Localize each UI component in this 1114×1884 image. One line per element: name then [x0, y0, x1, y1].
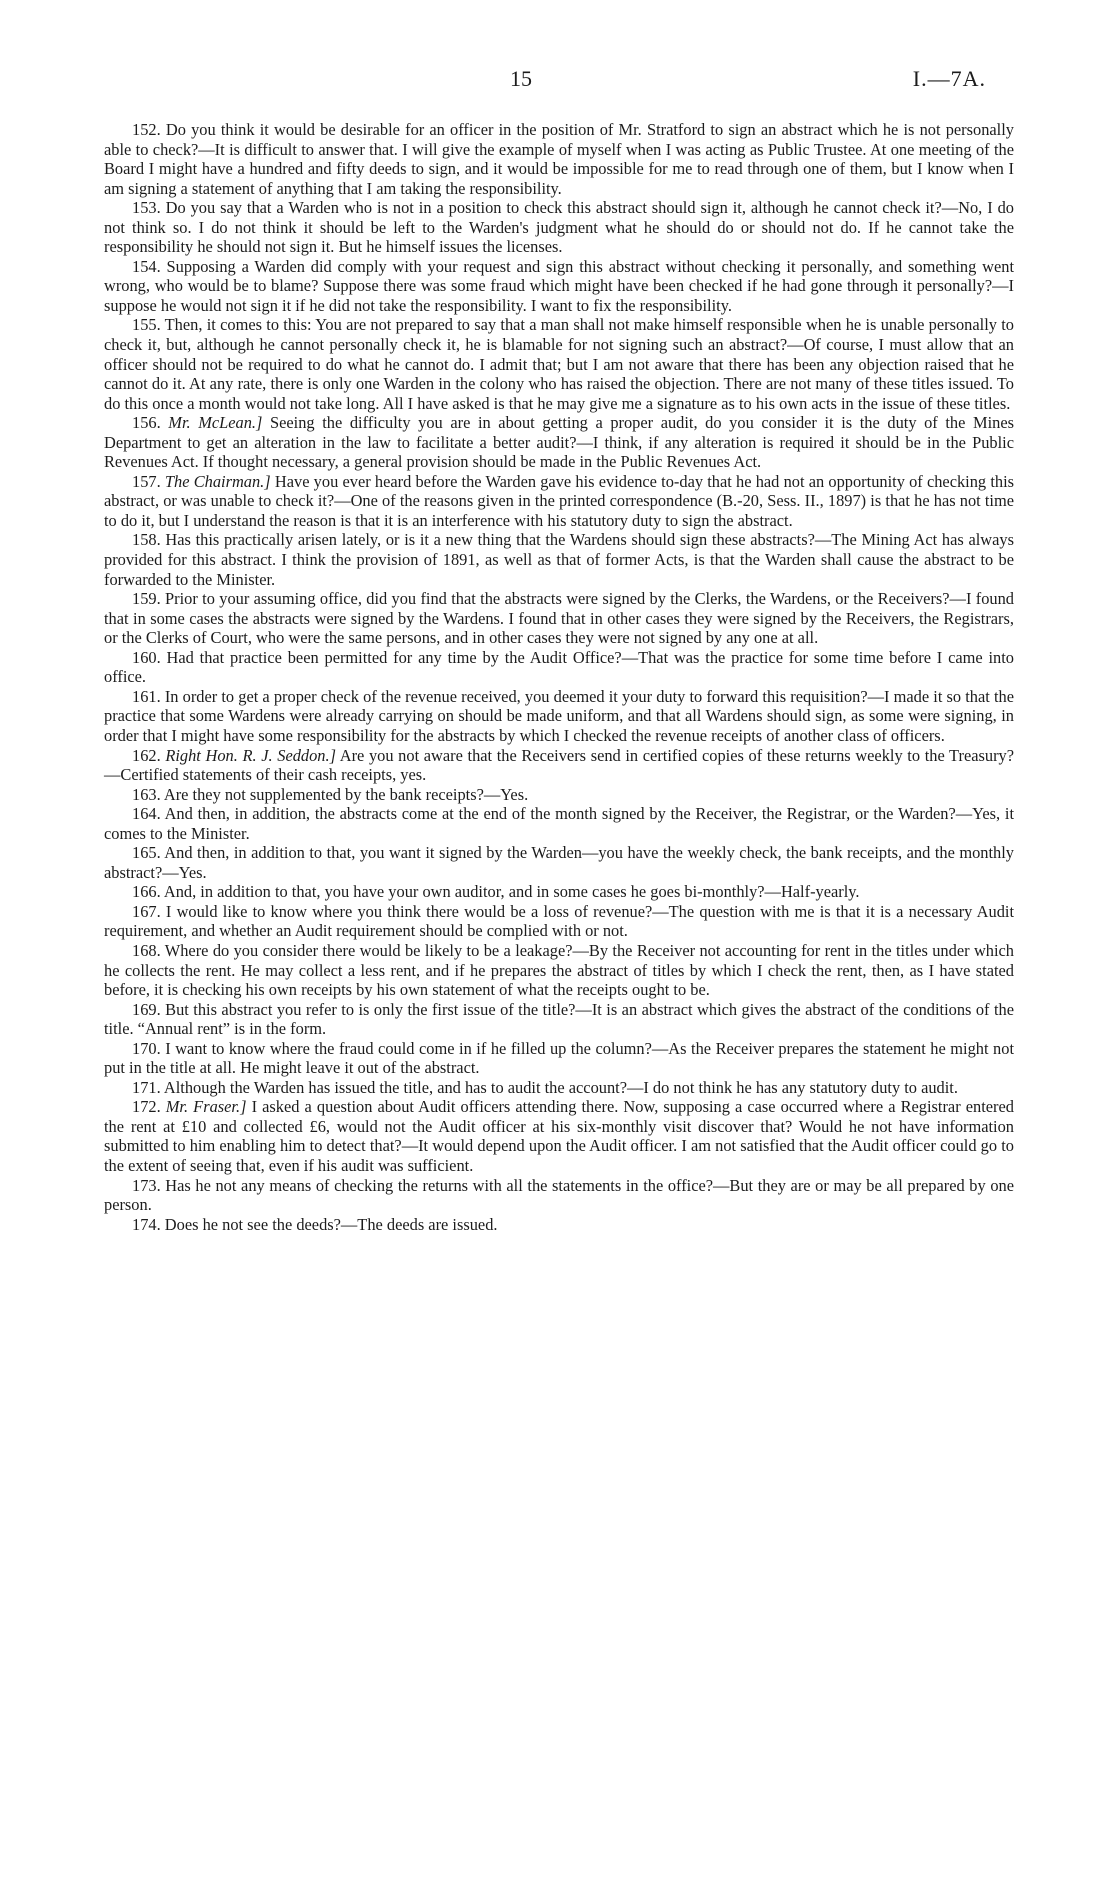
question-number: 172. [132, 1097, 161, 1117]
paragraph-165: 165. And then, in addition to that, you want it signed by the Warden—you have the weekly check, the bank receipts, and the monthly abstract?—Yes. [104, 843, 1014, 882]
question-number: 162. [132, 745, 161, 765]
paragraph-text: Are you not aware that the Receivers send in certified copies of these returns weekly to the Treasury?—Certified statements of their cash receipts, yes. [104, 745, 1015, 785]
paragraph-text: Have you ever heard before the Warden gave his evidence to-day that he had not an opportunity of checking this abstract, or was unable to check it?—One of the reasons given in the printed correspondence (B.-20, Sess. II., 1897) is that he has not time to do it, but I understand the reason is that it is an interference with his statutory duty to sign the abstract. [104, 471, 1014, 530]
paragraph-160: 160. Had that practice been permitted for any time by the Audit Office?—That was the practice for some time before I came into office. [104, 647, 1014, 687]
paragraph-153: 153. Do you say that a Warden who is not in a position to check this abstract should sign it, although he cannot check it?—No, I do not think so. I do not think it should be left to the Warden's judgment what he should do or should not do. If he cannot take the responsibility he should not sign it. But he himself issues the licenses. [104, 198, 1014, 257]
paragraph-162 [104, 746, 1014, 785]
paragraph-172 [104, 1097, 1014, 1175]
paragraph-159: 159. Prior to your assuming office, did you find that the abstracts were signed by the Clerks, the Wardens, or the Receivers?—I found that in some cases the abstracts were signed by the Wardens. I found that in other cases they were signed by the Receivers, the Registrars, or the Clerks of Court, who were the same persons, and in other cases they were not signed by any one at all. [104, 589, 1014, 648]
speaker-name: Right Hon. R. J. Seddon.] [165, 745, 336, 765]
paragraph-173: 173. Has he not any means of checking the returns with all the statements in the office?—But they are or may be all prepared by one person. [104, 1175, 1014, 1215]
speaker-name: Mr. McLean.] [168, 413, 263, 433]
paragraph-174: 174. Does he not see the deeds?—The deeds are issued. [132, 1214, 498, 1234]
paragraph-170: 170. I want to know where the fraud could come in if he filled up the column?—As the Receiver prepares the statement he might not put in the title at all. He might leave it out of the abstract. [104, 1038, 1014, 1078]
paragraph-155: 155. Then, it comes to this: You are not prepared to say that a man shall not make himself responsible when he is unable personally to check it, but, although he cannot personally check it, he is blamable for not signing such an abstract?—Of course, I must allow that an officer should not be required to do what he cannot do. I admit that; but I am not aware that there has been any objection raised that he cannot do it. At any rate, there is only one Warden in the colony who has raised the objection. There are not many of these titles issued. To do this once a month would not take long. All I have asked is that he may give me a signature as to his own acts in the issue of these titles. [104, 315, 1014, 413]
paragraph-text: Seeing the difficulty you are in about getting a proper audit, do you consider it is the duty of the Mines Department to get an alteration in the law to facilitate a better audit?—I think, if any alteration is required it should be in the Public Revenues Act. If thought necessary, a general provision should be made in the Public Revenues Act. [104, 413, 1014, 472]
paragraph-152: 152. Do you think it would be desirable for an officer in the position of Mr. Stratford to sign an abstract which he is not personally able to check?—It is difficult to answer that. I will give the example of myself when I was acting as Public Trustee. At one meeting of the Board I might have a hundred and fifty deeds to sign, and it would be impossible for me to read through one of them, but I know when I am signing a statement of anything that I am taking the responsibility. [104, 120, 1014, 198]
paragraph-154: 154. Supposing a Warden did comply with your request and sign this abstract without checking it personally, and something went wrong, who would be to blame? Suppose there was some fraud which might have been checked if he had gone through it personally?—I suppose he would not sign it if he did not take the responsibility. I want to fix the responsibility. [104, 256, 1014, 315]
document-reference: I.—7A. [912, 66, 986, 91]
paragraph-171: 171. Although the Warden has issued the title, and has to audit the account?—I do not think he has any statutory duty to audit. [132, 1077, 958, 1097]
paragraph-157 [104, 472, 1014, 531]
paragraph-156 [104, 413, 1014, 472]
paragraph-163: 163. Are they not supplemented by the bank receipts?—Yes. [132, 784, 529, 804]
paragraph-164: 164. And then, in addition, the abstracts come at the end of the month signed by the Receiver, the Registrar, or the Warden?—Yes, it comes to the Minister. [104, 804, 1014, 843]
document-body [104, 120, 1014, 1234]
speaker-name: The Chairman.] [164, 471, 271, 491]
page-header [0, 66, 1114, 96]
question-number: 157. [132, 471, 161, 491]
paragraph-text: I asked a question about Audit officers attending there. Now, supposing a case occurred where a Registrar entered the rent at £10 and collected £6, would not the Audit officer at his six-monthly visit discover that? Would he not have information submitted to him enabling him to detect that?—It would depend upon the Audit officer. I am not satisfied that the Audit officer could go to the extent of seeing that, even if his audit was sufficient. [104, 1097, 1014, 1175]
page-number: 15 [510, 66, 532, 91]
paragraph-158: 158. Has this practically arisen lately, or is it a new thing that the Wardens should sign these abstracts?—The Mining Act has always provided for this abstract. I think the provision of 1891, as well as that of former Acts, is that the Warden shall cause the abstract to be forwarded to the Minister. [104, 530, 1014, 589]
paragraph-161: 161. In order to get a proper check of the revenue received, you deemed it your duty to forward this requisition?—I made it so that the practice that some Wardens were already carrying on should be made uniform, and that all Wardens should sign, as some were signing, in order that I might have some responsibility for the abstracts by which I checked the revenue receipts of another class of officers. [104, 686, 1014, 745]
paragraph-168: 168. Where do you consider there would be likely to be a leakage?—By the Receiver not accounting for rent in the titles under which he collects the rent. He may collect a less rent, and if he prepares the abstract of titles by which I check the rent, then, as I have stated before, it is checking his own receipts by his own statement of what the receipts ought to be. [104, 940, 1014, 1000]
question-number: 156. [132, 413, 161, 433]
speaker-name: Mr. Fraser.] [165, 1097, 247, 1117]
paragraph-167: 167. I would like to know where you think there would be a loss of revenue?—The question with me is that it is a necessary Audit requirement, and whether an Audit requirement should be complied with or not. [104, 901, 1014, 941]
paragraph-169: 169. But this abstract you refer to is only the first issue of the title?—It is an abstract which gives the abstract of the conditions of the title. “Annual rent” is in the form. [104, 999, 1014, 1039]
paragraph-166: 166. And, in addition to that, you have your own auditor, and in some cases he goes bi-monthly?—Half-yearly. [132, 882, 860, 902]
